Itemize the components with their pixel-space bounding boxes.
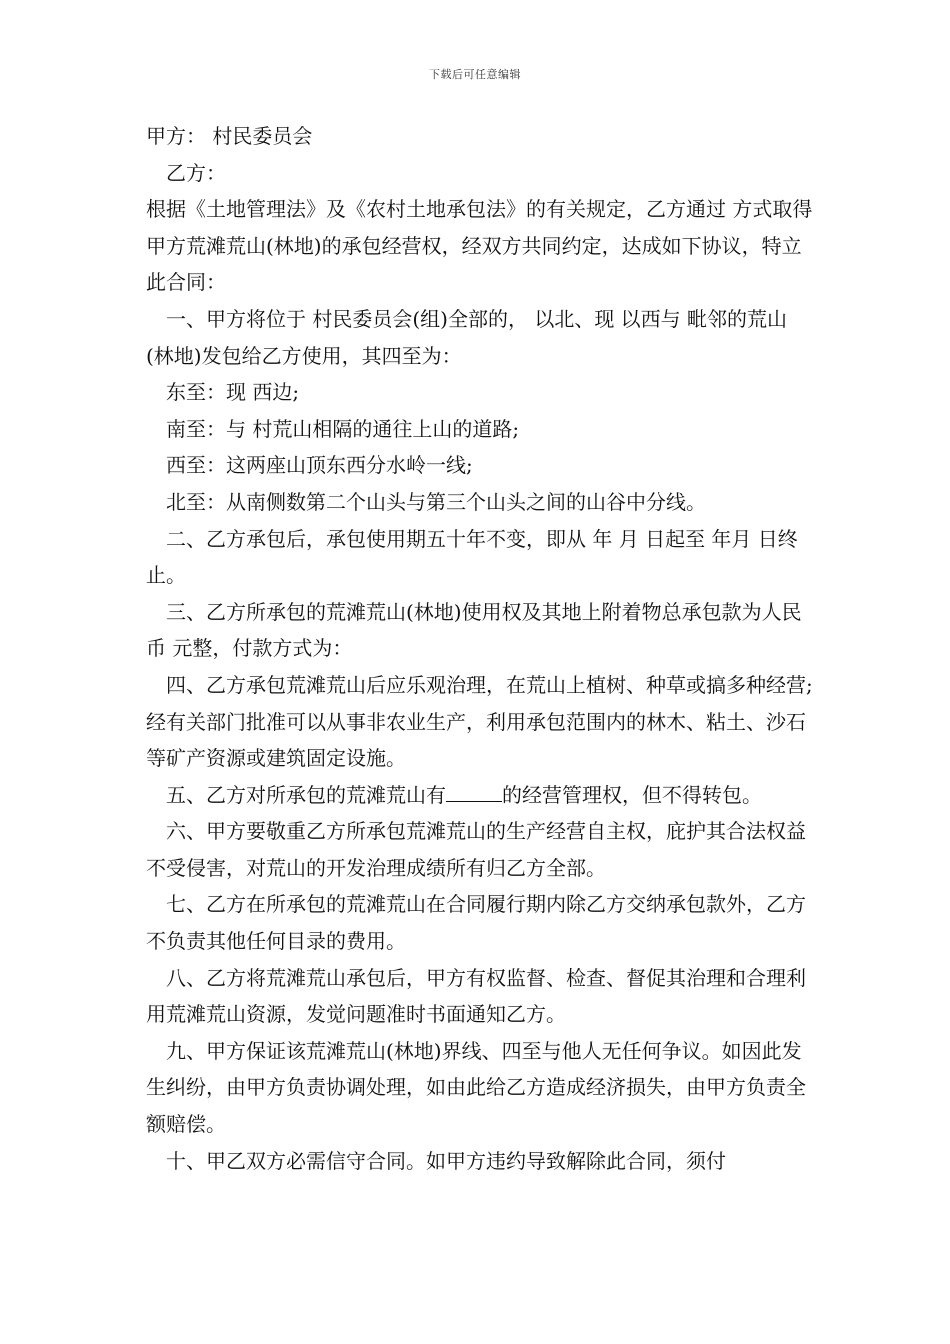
boundary-west: 西至：这两座山顶东西分水岭一线; (166, 453, 473, 478)
clause-8: 八、乙方将荒滩荒山承包后，甲方有权监督、检查、督促其治理和合理利用荒滩荒山资源，发觉问题准时书面通知乙方。 (146, 965, 806, 1027)
contract-body (146, 118, 814, 1179)
party-b-line: 乙方： (166, 160, 226, 185)
clause-5 (146, 777, 814, 814)
clause-9: 九、甲方保证该荒滩荒山(林地)界线、四至与他人无任何争议。如因此发生纠纷，由甲方负责协调处理，如由此给乙方造成经济损失，由甲方负责全额赔偿。 (146, 1038, 806, 1137)
clause-10: 十、甲乙双方必需信守合同。如甲方违约导致解除此合同，须付 (166, 1148, 726, 1173)
clause-2: 二、乙方承包后，承包使用期五十年不变，即从 年 月 日起至 年月 日终止。 (146, 526, 798, 588)
page-header: 下载后可任意编辑 (429, 68, 521, 81)
party-a-line: 甲方： 村民委员会 (146, 124, 313, 148)
boundary-north: 北至：从南侧数第二个山头与第三个山头之间的山谷中分线。 (166, 489, 706, 514)
clause-4: 四、乙方承包荒滩荒山后应乐观治理，在荒山上植树、种草或搞多种经营;经有关部门批准可以从事非农业生产，利用承包范围内的林木、粘土、沙石等矿产资源或建筑固定设施。 (146, 672, 813, 771)
boundary-south: 南至：与 村荒山相隔的通往上山的道路; (166, 416, 520, 441)
clause-7: 七、乙方在所承包的荒滩荒山在合同履行期内除乙方交纳承包款外，乙方不负责其他任何目录的费用。 (146, 892, 806, 954)
clause-1: 一、甲方将位于 村民委员会(组)全部的， 以北、现 以西与 毗邻的荒山(林地)发包给乙方使用，其四至为： (146, 306, 788, 368)
clause-5-part-1: 五、乙方对所承包的荒滩荒山有 (166, 782, 446, 807)
clause-3: 三、乙方所承包的荒滩荒山(林地)使用权及其地上附着物总承包款为人民币 元整，付款方式为： (146, 599, 802, 661)
fill-in-blank (446, 783, 502, 802)
clause-5-part-2: 的经营管理权，但不得转包。 (502, 782, 762, 807)
clause-6: 六、甲方要敬重乙方所承包荒滩荒山的生产经营自主权，庇护其合法权益不受侵害，对荒山的开发治理成绩所有归乙方全部。 (146, 819, 806, 880)
preamble-paragraph: 根据《土地管理法》及《农村土地承包法》的有关规定，乙方通过 方式取得甲方荒滩荒山(林地)的承包经营权，经双方共同约定，达成如下协议，特立此合同： (146, 197, 813, 295)
boundary-east: 东至：现 西边; (166, 380, 300, 405)
